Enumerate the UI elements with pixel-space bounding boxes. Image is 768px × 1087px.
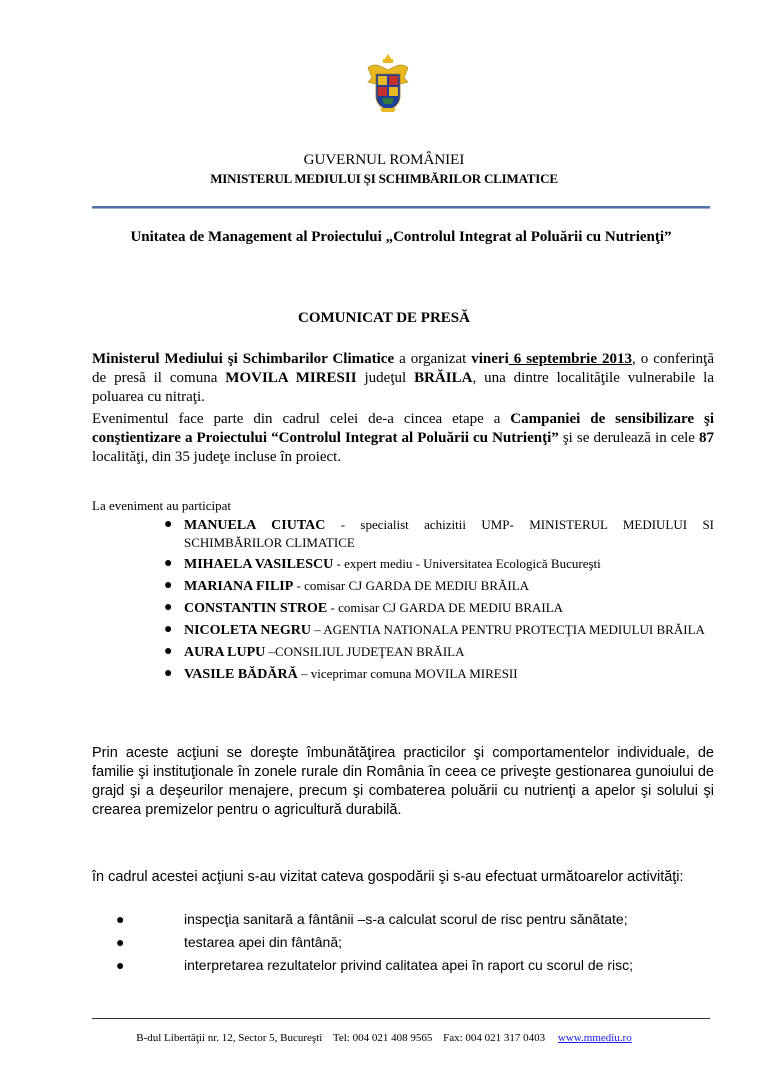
bullet-icon: ● [164,644,173,659]
footer-address: B-dul Libertăţii nr. 12, Sector 5, Bucureşti [136,1032,323,1044]
footer-phone: Tel: 004 021 408 9565 [332,1032,433,1044]
bullet-icon: ● [164,578,173,593]
project-unit-title: Unitatea de Management al Proiectului „Controlul Integrat al Poluării cu Nutrienţi” [130,229,672,245]
bullet-icon: ● [164,556,173,571]
participant-role: - specialist achizitii UMP- MINISTERUL MEDIULUI SI SCHIMBĂRILOR CLIMATICE [184,517,714,550]
footer [0,1032,768,1044]
participants-intro: La eveniment au participat [92,498,231,513]
romanian-coat-of-arms [366,52,410,114]
text-fragment: şi se derulează in cele [558,430,700,446]
objectives-paragraph: Prin aceste acţiuni se doreşte îmbunătăţirea practicilor şi comportamentelor individuale, de familie şi instituţionale în zonele rurale din România în ceea ce priveşte gestionarea gunoiului de grajd şi a deşeurilor menajere, precum şi combaterea poluării cu nutrienţi a apelor şi solului şi crearea premizelor pentru o agricultură durabilă. [92,745,714,818]
participant-name: VASILE BĂDĂRĂ [184,667,298,682]
campaign-name: Campaniei de sensibilizare şi conştientizare a Proiectului “Controlul Integrat al Poluării cu Nutrienţi” [92,411,714,446]
list-item [160,516,714,551]
list-item [160,599,714,617]
text-fragment: a organizat [394,351,472,367]
header-divider [92,206,710,209]
text-fragment: , una dintre localităţile vulnerabile la poluarea cu nitraţi. [92,370,715,405]
bullet-icon: ● [116,957,125,973]
text-fragment: judeţul [356,370,415,386]
activity-text: inspecţia sanitară a fântânii –s-a calculat scorul de risc pentru sănătate; [184,911,628,927]
event-day: vineri [471,351,509,367]
ministry-title: MINISTERUL MEDIULUI ŞI SCHIMBĂRILOR CLIMATICE [210,171,558,186]
participants-list [160,516,714,687]
bullet-icon: ● [116,911,125,927]
locality-count: 87 [699,430,715,446]
activity-text: interpretarea rezultatelor privind calitatea apei în raport cu scorul de risc; [184,957,633,973]
participant-name: MARIANA FILIP [184,579,294,594]
list-item [160,621,714,639]
participant-role: - expert mediu - Universitatea Ecologică Bucureşti [333,556,601,571]
list-item [112,910,714,929]
participant-role: –CONSILIUL JUDEŢEAN BRĂILA [265,644,465,659]
campaign-paragraph [92,410,714,467]
footer-fax: Fax: 004 021 317 0403 [443,1032,546,1044]
text-fragment: localităţi, din 35 judeţe incluse în proiect. [92,449,342,465]
government-title: GUVERNUL ROMÂNIEI [303,152,465,168]
text-fragment: Evenimentul face parte din cadrul celei de-a cincea etape a [92,411,511,427]
event-place: MOVILA MIRESII [225,370,357,386]
participant-name: MIHAELA VASILESCU [184,557,334,572]
activities-intro: în cadrul acestei acţiuni s-au vizitat cateva gospodării şi s-au efectuat următoarelor activităţi: [92,869,684,885]
list-item [112,956,714,975]
footer-divider [92,1018,710,1019]
ministry-name: Ministerul Mediului şi Schimbarilor Climatice [92,351,395,367]
participant-name: MANUELA CIUTAC [184,518,326,533]
bullet-icon: ● [164,666,173,681]
footer-website-link[interactable]: www.mmediu.ro [557,1032,632,1044]
activities-list [112,910,714,979]
intro-paragraph [92,350,714,407]
participant-role: – viceprimar comuna MOVILA MIRESII [297,666,518,681]
participant-role: – AGENTIA NATIONALA PENTRU PROTECŢIA MEDIULUI BRĂILA [310,622,705,637]
event-county: BRĂILA [414,370,473,386]
participant-name: NICOLETA NEGRU [184,623,311,638]
text-fragment: , o conferinţă de presă il comuna [92,351,714,386]
event-date: 6 septembrie 2013 [508,351,632,367]
participant-role: - comisar CJ GARDA DE MEDIU BRĂILA [293,578,530,593]
list-item [112,933,714,952]
bullet-icon: ● [164,600,173,615]
participant-name: CONSTANTIN STROE [184,601,328,616]
list-item [160,555,714,573]
activity-text: testarea apei din fântână; [184,934,343,950]
press-release-title: COMUNICAT DE PRESĂ [298,310,470,326]
bullet-icon: ● [164,622,173,637]
bullet-icon: ● [164,517,173,532]
participant-role: - comisar CJ GARDA DE MEDIU BRAILA [327,600,564,615]
list-item [160,665,714,683]
list-item [160,577,714,595]
list-item [160,643,714,661]
bullet-icon: ● [116,934,125,950]
participant-name: AURA LUPU [184,645,266,660]
